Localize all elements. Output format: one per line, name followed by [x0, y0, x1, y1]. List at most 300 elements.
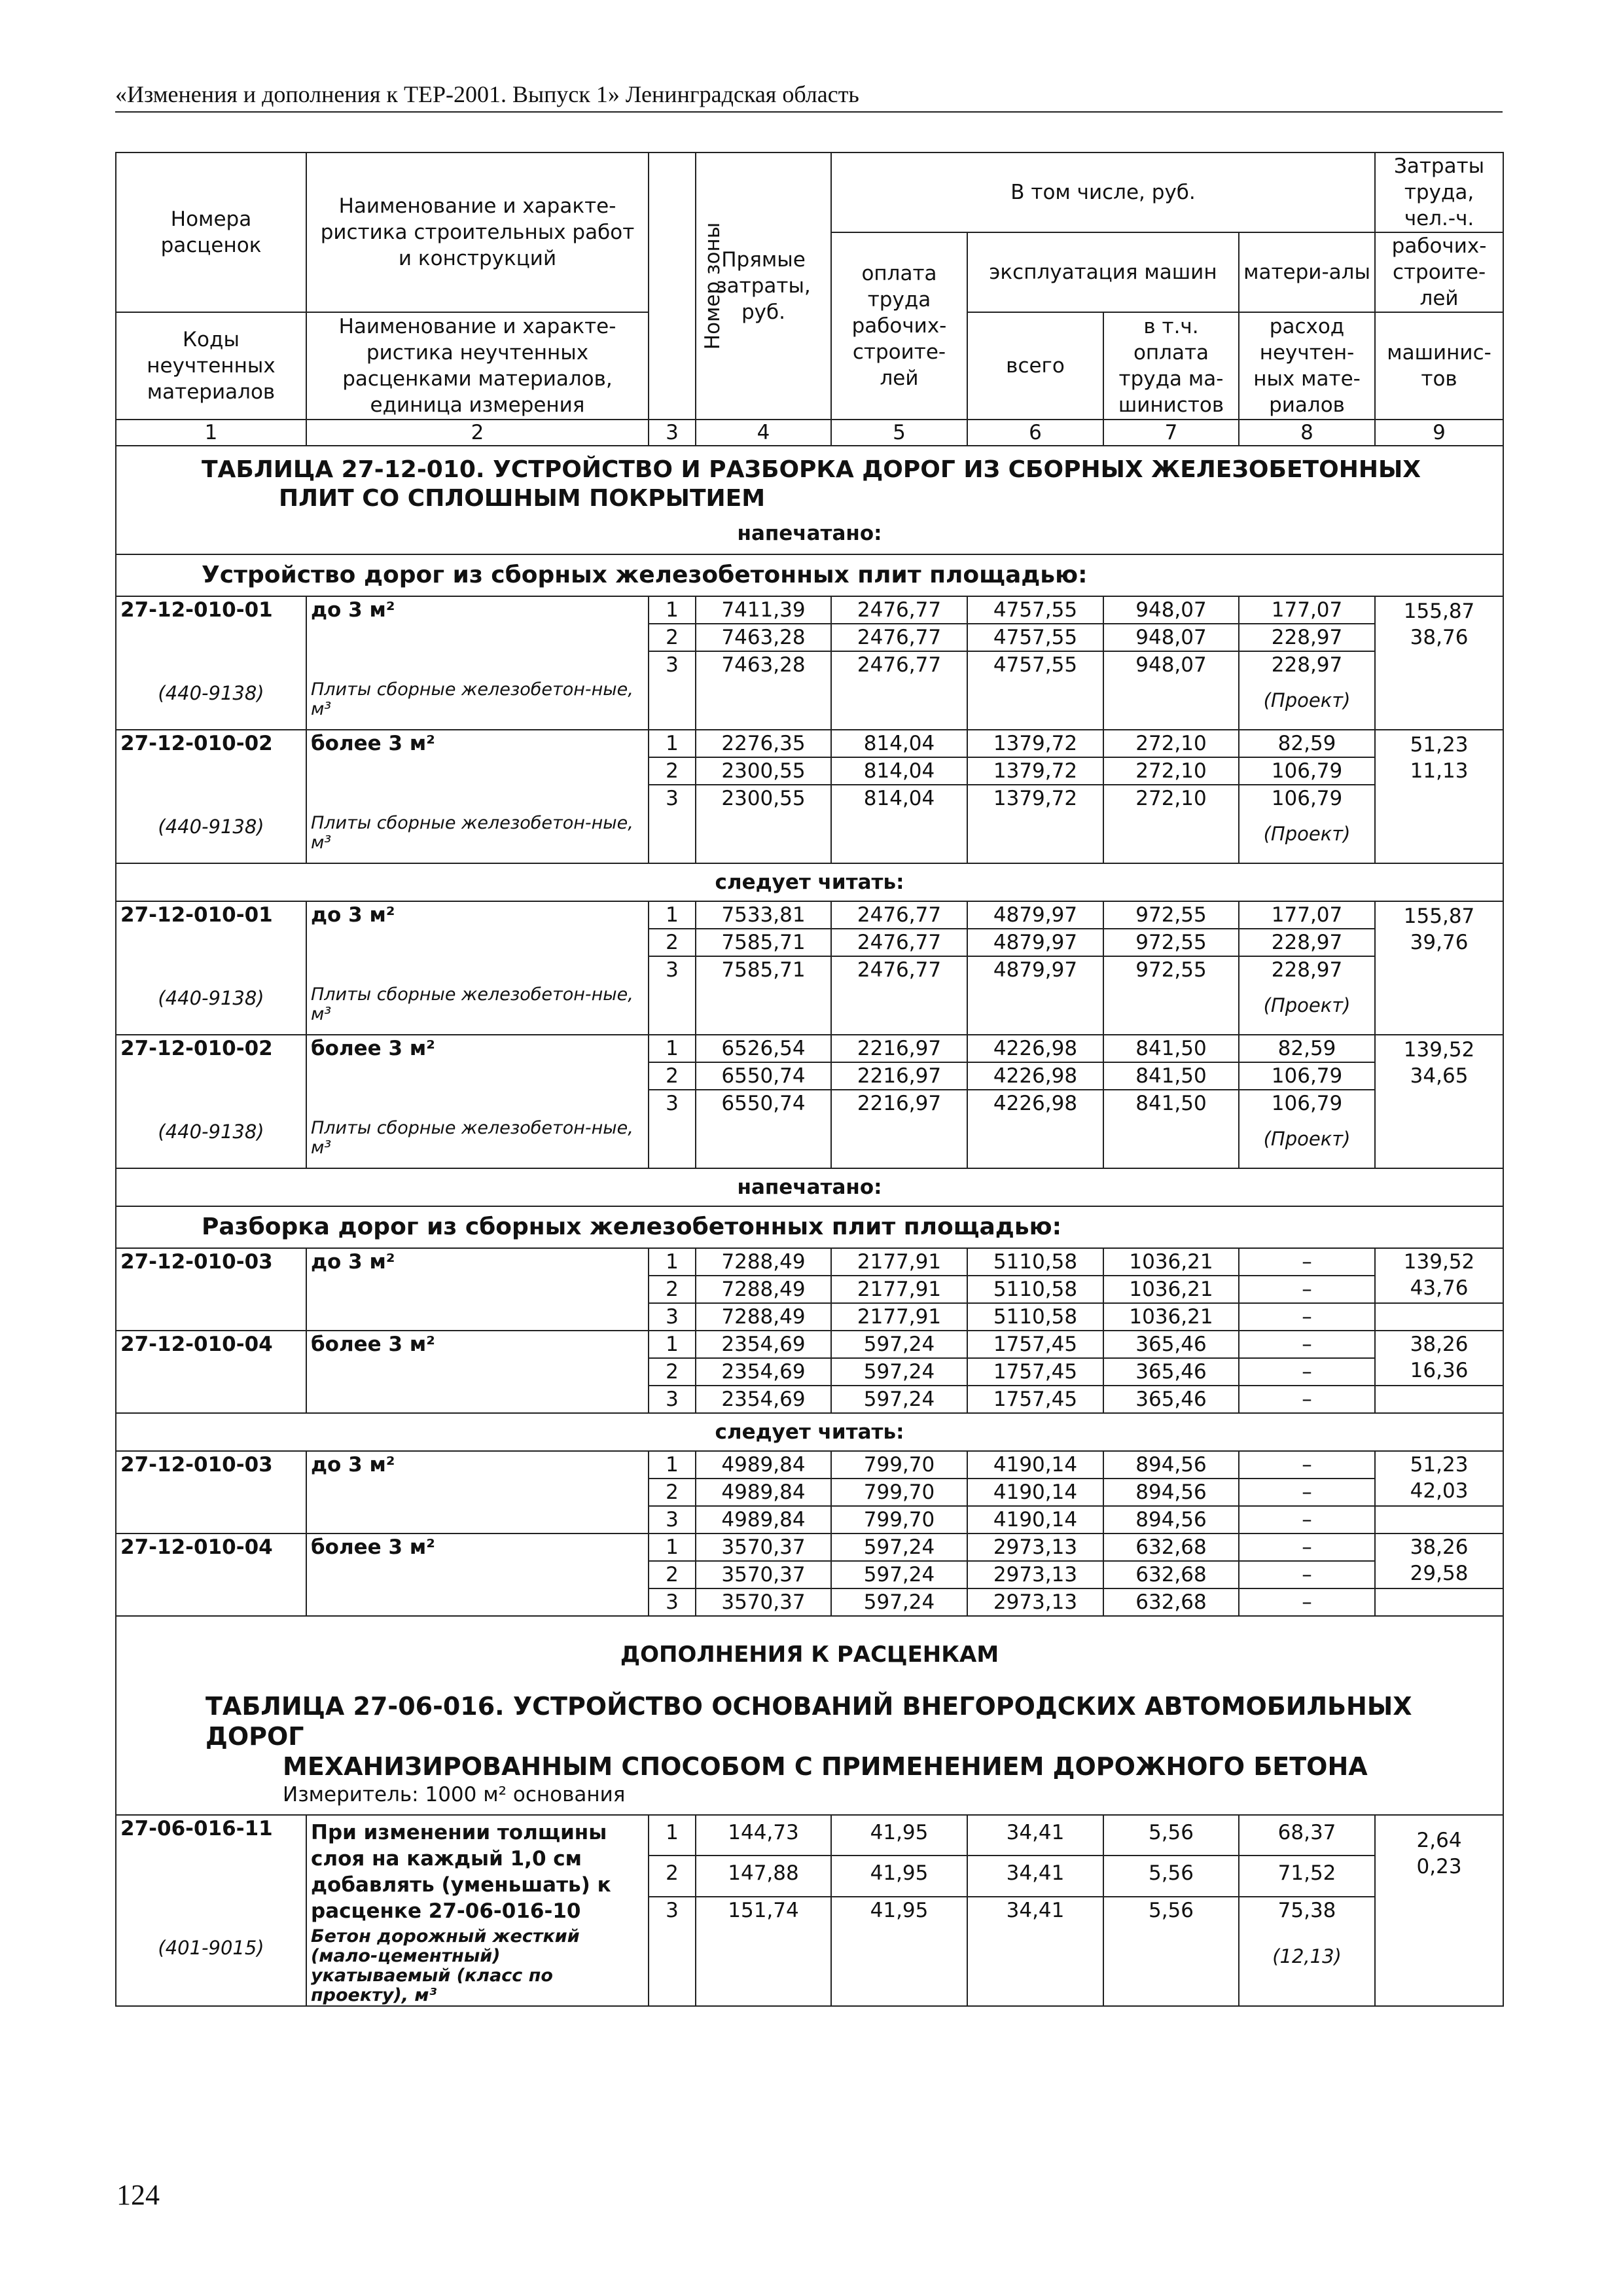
direct-cost: 7288,49 — [696, 1248, 831, 1276]
direct-cost: 4989,84 — [696, 1506, 831, 1534]
labor-workers: 155,87 — [1403, 905, 1475, 928]
direct-cost: 7411,39 — [696, 596, 831, 624]
machinist-pay: 972,55 — [1103, 956, 1239, 1035]
labor-workers: 2,64 — [1416, 1829, 1462, 1852]
column-number: 6 — [967, 420, 1103, 446]
machinist-pay: 1036,21 — [1103, 1248, 1239, 1276]
col-header-rate-numbers: Номера расценок — [116, 152, 306, 312]
rate-row — [116, 929, 1503, 956]
materials: 177,07 — [1239, 596, 1375, 624]
direct-cost: 147,88 — [696, 1856, 831, 1896]
rate-code: 27-12-010-01 — [116, 596, 306, 624]
direct-cost: 7288,49 — [696, 1303, 831, 1331]
materials-dash: – — [1239, 1451, 1375, 1479]
direct-cost: 7585,71 — [696, 929, 831, 956]
col-header-material-usage: расход неучтен-ных мате-риалов — [1239, 312, 1375, 420]
rate-code: 27-12-010-04 — [116, 1534, 306, 1616]
zone: 2 — [649, 1479, 696, 1506]
direct-cost: 7463,28 — [696, 624, 831, 651]
page-number: 124 — [116, 2179, 160, 2211]
rate-name: до 3 м² — [306, 1248, 649, 1331]
worker-pay: 41,95 — [831, 1897, 967, 2006]
column-number: 2 — [306, 420, 649, 446]
machinist-pay: 5,56 — [1103, 1815, 1239, 1856]
labor-machinists: 43,76 — [1410, 1276, 1469, 1300]
machines-total: 1379,72 — [967, 757, 1103, 785]
materials — [1239, 1090, 1375, 1168]
rate-name: более 3 м² — [306, 730, 649, 757]
rate-row — [116, 1248, 1503, 1276]
direct-cost: 7585,71 — [696, 956, 831, 1035]
rate-code: 27-12-010-03 — [116, 1451, 306, 1534]
materials — [1239, 651, 1375, 730]
column-number: 9 — [1375, 420, 1503, 446]
col-header-labor: Затраты труда, чел.-ч. — [1375, 152, 1503, 232]
col-header-machines-total: всего — [967, 312, 1103, 420]
materials-value: 228,97 — [1271, 653, 1343, 677]
zone: 2 — [649, 1276, 696, 1303]
rate-name — [306, 1815, 649, 2006]
direct-cost: 2354,69 — [696, 1331, 831, 1358]
worker-pay: 41,95 — [831, 1815, 967, 1856]
table-title — [116, 446, 1503, 517]
machinist-pay: 632,68 — [1103, 1588, 1239, 1616]
machinist-pay: 894,56 — [1103, 1451, 1239, 1479]
materials: 228,97 — [1239, 929, 1375, 956]
worker-pay: 2476,77 — [831, 596, 967, 624]
machinist-pay: 948,07 — [1103, 651, 1239, 730]
direct-cost: 3570,37 — [696, 1534, 831, 1561]
direct-cost: 2354,69 — [696, 1386, 831, 1413]
rate-row-material — [116, 785, 1503, 863]
rate-code-cont — [116, 757, 306, 785]
labor-empty — [1375, 651, 1503, 730]
direct-cost: 2300,55 — [696, 785, 831, 863]
rate-code-cont — [116, 929, 306, 956]
materials-value: 75,38 — [1277, 1898, 1336, 1922]
machines-total: 4226,98 — [967, 1062, 1103, 1090]
rate-name-cont — [306, 1062, 649, 1090]
direct-cost: 3570,37 — [696, 1588, 831, 1616]
worker-pay: 799,70 — [831, 1451, 967, 1479]
machinist-pay: 841,50 — [1103, 1090, 1239, 1168]
col-header-zone: Номер зоны — [649, 152, 696, 420]
rate-name: более 3 м² — [306, 1035, 649, 1062]
running-head: «Изменения и дополнения к ТЕР-2001. Выпуск 1» Ленинградская область — [115, 80, 1503, 113]
labor-values — [1375, 901, 1503, 956]
rate-name: до 3 м² — [306, 596, 649, 624]
machinist-pay: 5,56 — [1103, 1897, 1239, 2006]
subsection-removal: Разборка дорог из сборных железобетонных плит площадью: — [116, 1206, 1503, 1248]
labor-machinists: 11,13 — [1410, 759, 1469, 783]
direct-cost: 2276,35 — [696, 730, 831, 757]
machinist-pay: 365,46 — [1103, 1386, 1239, 1413]
material-name: Плиты сборные железобетон-ные, м³ — [306, 1090, 649, 1168]
labor-workers: 38,26 — [1410, 1535, 1469, 1559]
machines-total: 4879,97 — [967, 956, 1103, 1035]
material-name: Плиты сборные железобетон-ные, м³ — [306, 956, 649, 1035]
materials-dash: – — [1239, 1588, 1375, 1616]
labor-empty — [1375, 785, 1503, 863]
removal-correct — [116, 1451, 1503, 1616]
rate-name-cont — [306, 929, 649, 956]
rate-row-material — [116, 651, 1503, 730]
col-header-material-name: Наименование и характе-ристика неучтенных расценками материалов, единица измерения — [306, 312, 649, 420]
materials: 82,59 — [1239, 730, 1375, 757]
machines-total: 4757,55 — [967, 596, 1103, 624]
labor-machinists: 0,23 — [1416, 1855, 1462, 1878]
zone: 1 — [649, 1035, 696, 1062]
col-header-machines: эксплуатация машин — [967, 232, 1239, 312]
machines-total: 4879,97 — [967, 901, 1103, 929]
worker-pay: 597,24 — [831, 1331, 967, 1358]
zone: 3 — [649, 1090, 696, 1168]
machines-total: 34,41 — [967, 1897, 1103, 2006]
worker-pay: 597,24 — [831, 1358, 967, 1386]
zone: 1 — [649, 1451, 696, 1479]
machines-total: 4757,55 — [967, 651, 1103, 730]
materials-dash: – — [1239, 1331, 1375, 1358]
direct-cost: 6550,74 — [696, 1062, 831, 1090]
rates-table — [115, 152, 1504, 2007]
machinist-pay: 272,10 — [1103, 757, 1239, 785]
zone: 3 — [649, 1588, 696, 1616]
materials-dash: – — [1239, 1276, 1375, 1303]
labor-machinists: 39,76 — [1410, 931, 1469, 954]
labor-machinists: 29,58 — [1410, 1562, 1469, 1585]
zone: 2 — [649, 757, 696, 785]
machines-total: 34,41 — [967, 1856, 1103, 1896]
rate-row — [116, 1035, 1503, 1062]
zone: 1 — [649, 1534, 696, 1561]
rate-code: 27-12-010-03 — [116, 1248, 306, 1331]
worker-pay: 814,04 — [831, 730, 967, 757]
material-usage: (12,13) — [1272, 1945, 1342, 1967]
zone: 3 — [649, 1303, 696, 1331]
labor-values — [1375, 1331, 1503, 1386]
rate-row-material — [116, 956, 1503, 1035]
materials-value: 106,79 — [1271, 787, 1343, 810]
labor-empty — [1375, 1090, 1503, 1168]
col-header-direct-costs: Прямые затраты, руб. — [696, 152, 831, 420]
machinist-pay: 1036,21 — [1103, 1276, 1239, 1303]
machines-total: 5110,58 — [967, 1276, 1103, 1303]
zone: 3 — [649, 1506, 696, 1534]
worker-pay: 2476,77 — [831, 651, 967, 730]
removal-printed — [116, 1248, 1503, 1413]
rate-row — [116, 1331, 1503, 1358]
rate-code: 27-12-010-04 — [116, 1331, 306, 1413]
machines-total: 1757,45 — [967, 1386, 1103, 1413]
rate-row — [116, 901, 1503, 929]
worker-pay: 2476,77 — [831, 929, 967, 956]
rate-code: 27-12-010-02 — [116, 730, 306, 757]
zone: 3 — [649, 1897, 696, 2006]
materials: 71,52 — [1239, 1856, 1375, 1896]
additions-heading: ДОПОЛНЕНИЯ К РАСЦЕНКАМ — [620, 1641, 999, 1668]
direct-cost: 7533,81 — [696, 901, 831, 929]
worker-pay: 814,04 — [831, 785, 967, 863]
direct-cost: 7463,28 — [696, 651, 831, 730]
zone: 2 — [649, 929, 696, 956]
direct-cost: 2354,69 — [696, 1358, 831, 1386]
machinist-pay: 272,10 — [1103, 730, 1239, 757]
machines-total: 2973,13 — [967, 1534, 1103, 1561]
material-code: (440-9138) — [116, 785, 306, 863]
additions-block — [116, 1616, 1503, 1815]
zone: 2 — [649, 1062, 696, 1090]
zone: 2 — [649, 1856, 696, 1896]
material-name: Плиты сборные железобетон-ные, м³ — [306, 785, 649, 863]
machines-total: 1757,45 — [967, 1331, 1103, 1358]
materials-value: 228,97 — [1271, 958, 1343, 982]
install-correct — [116, 901, 1503, 1168]
zone: 1 — [649, 901, 696, 929]
materials-dash: – — [1239, 1506, 1375, 1534]
labor-values — [1375, 596, 1503, 651]
labor-machinists: 42,03 — [1410, 1479, 1469, 1503]
table-header — [116, 152, 1503, 446]
labor-machinists: 16,36 — [1410, 1359, 1469, 1382]
direct-cost: 144,73 — [696, 1815, 831, 1856]
materials: 106,79 — [1239, 757, 1375, 785]
material-usage: (Проект) — [1263, 689, 1351, 711]
machines-total: 5110,58 — [967, 1248, 1103, 1276]
worker-pay: 41,95 — [831, 1856, 967, 1896]
material-usage: (Проект) — [1263, 1128, 1351, 1150]
materials — [1239, 785, 1375, 863]
worker-pay: 2476,77 — [831, 956, 967, 1035]
rate-row — [116, 1534, 1503, 1561]
machinist-pay: 894,56 — [1103, 1479, 1239, 1506]
machines-total: 4190,14 — [967, 1451, 1103, 1479]
materials — [1239, 956, 1375, 1035]
worker-pay: 2177,91 — [831, 1248, 967, 1276]
machinist-pay: 5,56 — [1103, 1856, 1239, 1896]
zone: 1 — [649, 596, 696, 624]
install-printed — [116, 596, 1503, 863]
table2-title — [120, 1668, 1499, 1782]
materials-dash: – — [1239, 1386, 1375, 1413]
labor-workers: 139,52 — [1403, 1038, 1475, 1062]
worker-pay: 799,70 — [831, 1479, 967, 1506]
direct-cost: 6550,74 — [696, 1090, 831, 1168]
worker-pay: 597,24 — [831, 1386, 967, 1413]
materials-dash: – — [1239, 1303, 1375, 1331]
materials: 106,79 — [1239, 1062, 1375, 1090]
machinist-pay: 972,55 — [1103, 929, 1239, 956]
labor-values — [1375, 1035, 1503, 1090]
should-read-block — [116, 863, 1503, 901]
labor-empty — [1375, 1588, 1503, 1616]
materials — [1239, 1897, 1375, 2006]
material-code: (440-9138) — [116, 956, 306, 1035]
rate-code-cont — [116, 1062, 306, 1090]
labor-values — [1375, 1534, 1503, 1588]
column-number: 7 — [1103, 420, 1239, 446]
machines-total: 2973,13 — [967, 1561, 1103, 1588]
column-number: 1 — [116, 420, 306, 446]
machines-total: 2973,13 — [967, 1588, 1103, 1616]
machines-total: 4226,98 — [967, 1035, 1103, 1062]
labor-workers: 38,26 — [1410, 1333, 1469, 1356]
col-header-material-codes: Коды неучтенных материалов — [116, 312, 306, 420]
column-number: 8 — [1239, 420, 1375, 446]
rate-row — [116, 1451, 1503, 1479]
table-title-line2: ПЛИТ СО СПЛОШНЫМ ПОКРЫТИЕМ — [279, 485, 766, 512]
machinist-pay: 632,68 — [1103, 1561, 1239, 1588]
materials: 68,37 — [1239, 1815, 1375, 1856]
column-number: 3 — [649, 420, 696, 446]
materials-dash: – — [1239, 1479, 1375, 1506]
direct-cost: 7288,49 — [696, 1276, 831, 1303]
direct-cost: 3570,37 — [696, 1561, 831, 1588]
rate-code: 27-12-010-02 — [116, 1035, 306, 1062]
direct-cost: 2300,55 — [696, 757, 831, 785]
labor-empty — [1375, 956, 1503, 1035]
labor-empty — [1375, 1506, 1503, 1534]
material-name: Плиты сборные железобетон-ные, м³ — [306, 651, 649, 730]
materials: 82,59 — [1239, 1035, 1375, 1062]
rate-name-cont — [306, 757, 649, 785]
machinist-pay: 365,46 — [1103, 1331, 1239, 1358]
machines-total: 1379,72 — [967, 730, 1103, 757]
material-code: (440-9138) — [116, 1090, 306, 1168]
material-usage: (Проект) — [1263, 994, 1351, 1016]
machines-total: 1379,72 — [967, 785, 1103, 863]
zone: 1 — [649, 1331, 696, 1358]
materials-dash: – — [1239, 1534, 1375, 1561]
machinist-pay: 365,46 — [1103, 1358, 1239, 1386]
machines-total: 4757,55 — [967, 624, 1103, 651]
machinist-pay: 841,50 — [1103, 1062, 1239, 1090]
zone: 3 — [649, 1386, 696, 1413]
worker-pay: 597,24 — [831, 1588, 967, 1616]
machines-total: 4226,98 — [967, 1090, 1103, 1168]
zone: 3 — [649, 651, 696, 730]
table2-title-line1: ТАБЛИЦА 27-06-016. УСТРОЙСТВО ОСНОВАНИЙ ВНЕГОРОДСКИХ АВТОМОБИЛЬНЫХ ДОРОГ — [205, 1692, 1412, 1751]
measure-unit: Измеритель: 1000 м² основания — [283, 1783, 626, 1806]
machinist-pay: 948,07 — [1103, 624, 1239, 651]
material-name: Бетон дорожный жесткий (мало-цементный) укатываемый (класс по проекту), м³ — [311, 1926, 580, 2005]
direct-cost: 4989,84 — [696, 1451, 831, 1479]
materials: 177,07 — [1239, 901, 1375, 929]
table-27-12-010 — [116, 446, 1503, 596]
rate-code-cont — [116, 624, 306, 651]
rate-name: более 3 м² — [306, 1534, 649, 1616]
machinist-pay: 272,10 — [1103, 785, 1239, 863]
rate-name: до 3 м² — [306, 1451, 649, 1534]
table-title-line1: ТАБЛИЦА 27-12-010. УСТРОЙСТВО И РАЗБОРКА ДОРОГ ИЗ СБОРНЫХ ЖЕЛЕЗОБЕТОННЫХ — [202, 456, 1421, 483]
machines-total: 5110,58 — [967, 1303, 1103, 1331]
labor-values — [1375, 1451, 1503, 1506]
rate-name-cont — [306, 624, 649, 651]
materials-dash: – — [1239, 1561, 1375, 1588]
zone: 1 — [649, 730, 696, 757]
zone: 2 — [649, 1561, 696, 1588]
labor-machinists: 34,65 — [1410, 1064, 1469, 1088]
zone: 1 — [649, 1248, 696, 1276]
zone: 2 — [649, 624, 696, 651]
labor-workers: 155,87 — [1403, 600, 1475, 623]
printed-label: напечатано: — [116, 1168, 1503, 1206]
labor-values — [1375, 1815, 1503, 1897]
materials-dash: – — [1239, 1248, 1375, 1276]
material-code: (440-9138) — [116, 651, 306, 730]
machinist-pay: 1036,21 — [1103, 1303, 1239, 1331]
machinist-pay: 632,68 — [1103, 1534, 1239, 1561]
machines-total: 4190,14 — [967, 1479, 1103, 1506]
worker-pay: 2476,77 — [831, 901, 967, 929]
labor-values — [1375, 1248, 1503, 1303]
materials-dash: – — [1239, 1358, 1375, 1386]
table2-title-line2: МЕХАНИЗИРОВАННЫМ СПОСОБОМ С ПРИМЕНЕНИЕМ ДОРОЖНОГО БЕТОНА — [283, 1752, 1368, 1781]
should-read-block — [116, 1413, 1503, 1451]
labor-empty — [1375, 1386, 1503, 1413]
worker-pay: 799,70 — [831, 1506, 967, 1534]
machinist-pay: 841,50 — [1103, 1035, 1239, 1062]
machinist-pay: 972,55 — [1103, 901, 1239, 929]
rate-name-text: При изменении толщины слоя на каждый 1,0 см добавлять (уменьшать) к расценке 27-06-016-10 — [311, 1821, 611, 1923]
machinist-pay: 948,07 — [1103, 596, 1239, 624]
should-read-label: следует читать: — [116, 1413, 1503, 1451]
rate-row — [116, 1062, 1503, 1090]
worker-pay: 2216,97 — [831, 1035, 967, 1062]
direct-cost: 6526,54 — [696, 1035, 831, 1062]
col-header-machinist-pay: в т.ч. оплата труда ма-шинистов — [1103, 312, 1239, 420]
direct-cost: 151,74 — [696, 1897, 831, 2006]
col-header-labor-workers: рабочих-строите-лей — [1375, 232, 1503, 312]
should-read-label: следует читать: — [116, 863, 1503, 901]
labor-empty — [1375, 1303, 1503, 1331]
machines-total: 4879,97 — [967, 929, 1103, 956]
labor-machinists: 38,76 — [1410, 626, 1469, 649]
direct-cost: 4989,84 — [696, 1479, 831, 1506]
worker-pay: 597,24 — [831, 1534, 967, 1561]
machines-total: 4190,14 — [967, 1506, 1103, 1534]
labor-values — [1375, 730, 1503, 785]
col-header-work-name: Наименование и характе-ристика строительных работ и конструкций — [306, 152, 649, 312]
zone: 3 — [649, 956, 696, 1035]
rate-code: 27-06-016-11 — [116, 1815, 306, 1897]
zone: 1 — [649, 1815, 696, 1856]
worker-pay: 814,04 — [831, 757, 967, 785]
table-27-06-016 — [116, 1616, 1503, 2006]
material-code: (401-9015) — [116, 1897, 306, 2006]
rate-row — [116, 624, 1503, 651]
printed-block — [116, 1168, 1503, 1248]
printed-label: напечатано: — [116, 517, 1503, 554]
column-number: 4 — [696, 420, 831, 446]
labor-empty — [1375, 1897, 1503, 2006]
col-header-worker-pay: оплата труда рабочих-строите-лей — [831, 232, 967, 420]
machinist-pay: 894,56 — [1103, 1506, 1239, 1534]
col-header-materials: матери-алы — [1239, 232, 1375, 312]
column-numbers-row — [116, 420, 1503, 446]
subsection-install: Устройство дорог из сборных железобетонных плит площадью: — [116, 554, 1503, 596]
rate-row — [116, 757, 1503, 785]
materials: 228,97 — [1239, 624, 1375, 651]
worker-pay: 2177,91 — [831, 1276, 967, 1303]
zone: 3 — [649, 785, 696, 863]
rate-row-material — [116, 1090, 1503, 1168]
rate-name: до 3 м² — [306, 901, 649, 929]
worker-pay: 2177,91 — [831, 1303, 967, 1331]
rate-row — [116, 730, 1503, 757]
worker-pay: 2216,97 — [831, 1090, 967, 1168]
worker-pay: 2216,97 — [831, 1062, 967, 1090]
col-header-labor-machinists: машинис-тов — [1375, 312, 1503, 420]
